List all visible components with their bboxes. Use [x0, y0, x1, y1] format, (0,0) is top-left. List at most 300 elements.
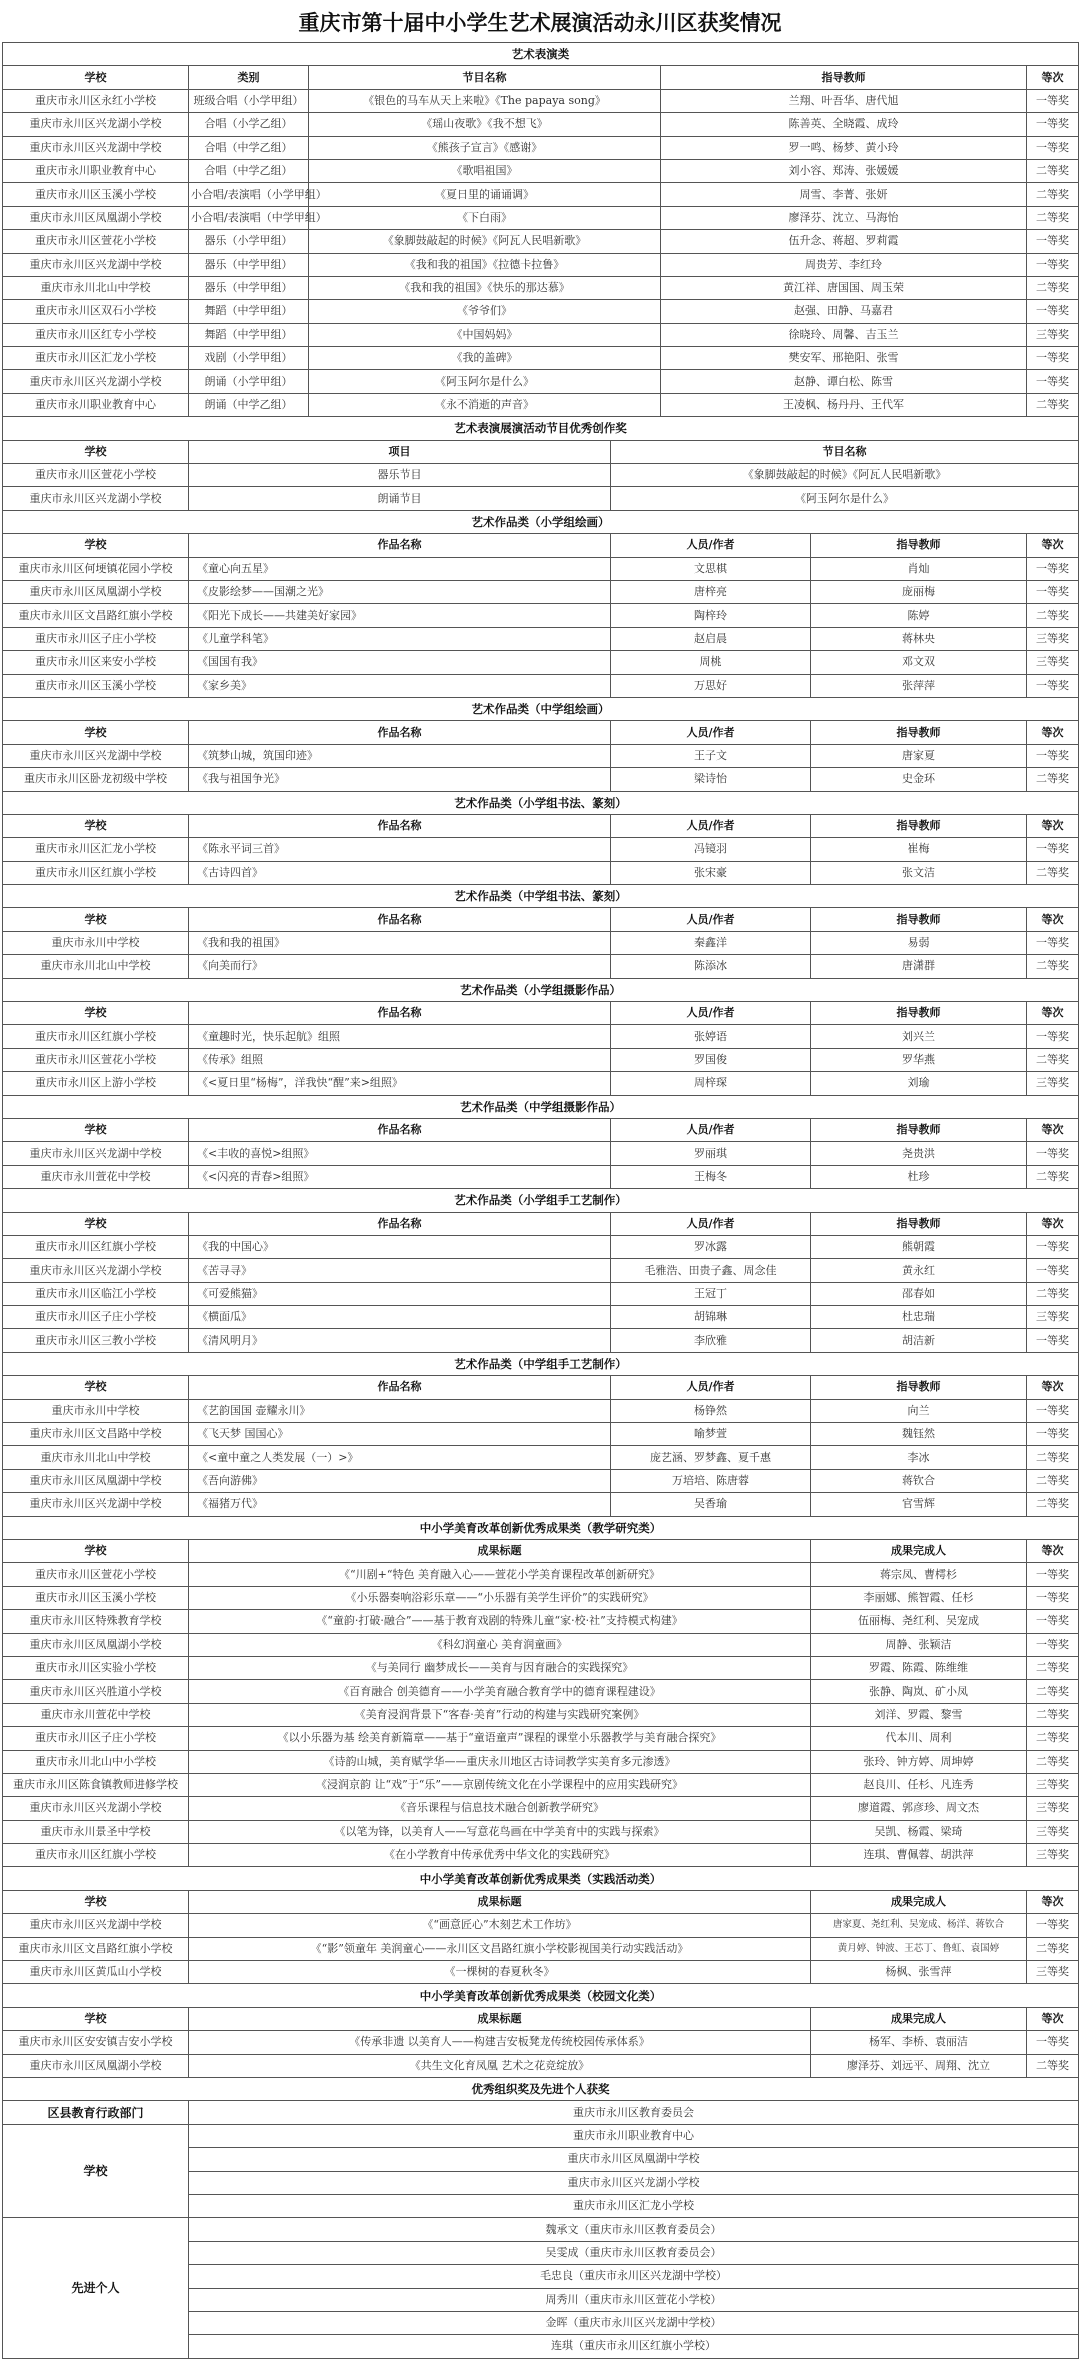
table-row — [3, 1633, 1079, 1656]
teacher-cell: 陈善英、全晓霞、成玲 — [661, 113, 1027, 136]
program-cell: 《歌唱祖国》 — [309, 159, 661, 182]
school-cell: 重庆市永川萱花中学校 — [3, 1703, 189, 1726]
column-header: 学校 — [3, 721, 189, 744]
teacher-cell: 向兰 — [811, 1399, 1027, 1422]
school-cell: 重庆市永川区萱花小学校 — [3, 230, 189, 253]
school-cell: 重庆市永川区何埂镇花园小学校 — [3, 557, 189, 580]
author-cell: 文思棋 — [611, 557, 811, 580]
category-cell: 合唱（中学乙组） — [189, 159, 309, 182]
rank-cell: 一等奖 — [1027, 1610, 1079, 1633]
work-cell: 《可爱熊猫》 — [189, 1282, 611, 1305]
teacher-cell: 周贵芳、李红玲 — [661, 253, 1027, 276]
program-cell: 《瑶山夜歌》《我不想飞》 — [309, 113, 661, 136]
table-row — [3, 1446, 1079, 1469]
work-cell: 《童心向五星》 — [189, 557, 611, 580]
table-row — [3, 1703, 1079, 1726]
program-cell: 《阿玉阿尔是什么》 — [611, 487, 1079, 510]
column-header: 人员/作者 — [611, 1376, 811, 1399]
author-cell: 王冠丁 — [611, 1282, 811, 1305]
table-row — [3, 557, 1079, 580]
school-cell: 重庆市永川北山中学校 — [3, 1446, 189, 1469]
result-title-cell: 《在小学教育中传承优秀中华文化的实践研究》 — [189, 1844, 811, 1867]
school-cell: 重庆市永川区红旗小学校 — [3, 861, 189, 884]
result-title-cell: 《音乐课程与信息技术融合创新教学研究》 — [189, 1797, 811, 1820]
table-row — [3, 206, 1079, 229]
column-header-row — [3, 1118, 1079, 1141]
table-row — [3, 1469, 1079, 1492]
table-row — [3, 1423, 1079, 1446]
author-cell: 秦鑫洋 — [611, 931, 811, 954]
column-header: 等次 — [1027, 1890, 1079, 1913]
result-title-cell: 《传承非遗 以美育人——构建吉安板凳龙传统校园传承体系》 — [189, 2031, 811, 2054]
rank-cell: 一等奖 — [1027, 230, 1079, 253]
program-cell: 《爷爷们》 — [309, 300, 661, 323]
column-header-row — [3, 66, 1079, 89]
table-row — [3, 1680, 1079, 1703]
work-cell: 《<童中童之人类发展（一）>》 — [189, 1446, 611, 1469]
column-header: 等次 — [1027, 2007, 1079, 2030]
school-cell: 重庆市永川区兴龙湖小学校 — [3, 370, 189, 393]
teacher-cell: 伍升念、蒋超、罗莉霞 — [661, 230, 1027, 253]
program-cell: 《中国妈妈》 — [309, 323, 661, 346]
rank-cell: 一等奖 — [1027, 1142, 1079, 1165]
work-cell: 《飞天梦 国国心》 — [189, 1423, 611, 1446]
rank-cell: 二等奖 — [1027, 1656, 1079, 1679]
individual-award-row — [3, 2218, 1079, 2241]
section-header — [3, 2077, 1079, 2100]
school-award-cell: 重庆市永川区汇龙小学校 — [189, 2194, 1079, 2217]
column-header: 作品名称 — [189, 534, 611, 557]
school-cell: 重庆市永川区三教小学校 — [3, 1329, 189, 1352]
rank-cell: 三等奖 — [1027, 1306, 1079, 1329]
work-cell: 《国国有我》 — [189, 651, 611, 674]
school-cell: 重庆市永川区文昌路中学校 — [3, 1423, 189, 1446]
author-cell: 张静、陶岚、矿小凤 — [811, 1680, 1027, 1703]
school-award-cell: 重庆市永川职业教育中心 — [189, 2124, 1079, 2147]
column-header: 学校 — [3, 534, 189, 557]
teacher-cell: 胡洁新 — [811, 1329, 1027, 1352]
rank-cell: 三等奖 — [1027, 1961, 1079, 1984]
table-row — [3, 159, 1079, 182]
school-cell: 重庆市永川职业教育中心 — [3, 393, 189, 416]
school-cell: 重庆市永川区汇龙小学校 — [3, 838, 189, 861]
result-title-cell: 《“画意匠心”木刻艺术工作坊》 — [189, 1914, 811, 1937]
column-header: 等次 — [1027, 1002, 1079, 1025]
author-cell: 黄月婷、钟波、王芯丁、鲁虹、袁国婷 — [811, 1937, 1027, 1960]
author-cell: 陶梓玲 — [611, 604, 811, 627]
table-row — [3, 651, 1079, 674]
author-cell: 梁诗怡 — [611, 768, 811, 791]
rank-cell: 二等奖 — [1027, 1703, 1079, 1726]
school-cell: 重庆市永川区子庄小学校 — [3, 1727, 189, 1750]
rank-cell: 一等奖 — [1027, 89, 1079, 112]
school-cell: 重庆市永川区文昌路红旗小学校 — [3, 1937, 189, 1960]
rank-cell: 一等奖 — [1027, 744, 1079, 767]
school-cell: 重庆市永川北山中小学校 — [3, 1750, 189, 1773]
column-header: 等次 — [1027, 814, 1079, 837]
teacher-cell: 黄永红 — [811, 1259, 1027, 1282]
category-cell: 器乐（中学甲组） — [189, 276, 309, 299]
column-header: 人员/作者 — [611, 908, 811, 931]
work-cell: 《艺韵国国 壶耀永川》 — [189, 1399, 611, 1422]
column-header: 节目名称 — [309, 66, 661, 89]
category-cell: 器乐（小学甲组） — [189, 230, 309, 253]
work-cell: 《家乡美》 — [189, 674, 611, 697]
school-cell: 重庆市永川区来安小学校 — [3, 651, 189, 674]
result-title-cell: 《美育浸润背景下“客春·美育”行动的构建与实践研究案例》 — [189, 1703, 811, 1726]
school-cell: 重庆市永川区玉溪小学校 — [3, 183, 189, 206]
section-title: 中小学美育改革创新优秀成果类（教学研究类） — [3, 1516, 1079, 1539]
column-header: 指导教师 — [811, 1212, 1027, 1235]
author-cell: 庞艺涵、罗梦鑫、夏千惠 — [611, 1446, 811, 1469]
school-cell: 重庆市永川中学校 — [3, 1399, 189, 1422]
table-row — [3, 347, 1079, 370]
column-header: 人员/作者 — [611, 534, 811, 557]
rank-cell: 一等奖 — [1027, 1914, 1079, 1937]
table-row — [3, 838, 1079, 861]
school-cell: 重庆市永川区临江小学校 — [3, 1282, 189, 1305]
rank-cell: 一等奖 — [1027, 300, 1079, 323]
column-header: 作品名称 — [189, 814, 611, 837]
rank-cell: 三等奖 — [1027, 651, 1079, 674]
table-row — [3, 2054, 1079, 2077]
work-cell: 《向美而行》 — [189, 955, 611, 978]
table-row — [3, 768, 1079, 791]
section-title: 艺术作品类（小学组手工艺制作） — [3, 1189, 1079, 1212]
section-title: 中小学美育改革创新优秀成果类（实践活动类） — [3, 1867, 1079, 1890]
author-cell: 廖泽芬、刘远平、周翔、沈立 — [811, 2054, 1027, 2077]
program-cell: 《永不消逝的声音》 — [309, 393, 661, 416]
teacher-cell: 廖泽芬、沈立、马海怡 — [661, 206, 1027, 229]
column-header-row — [3, 534, 1079, 557]
table-row — [3, 89, 1079, 112]
school-cell: 重庆市永川区萱花小学校 — [3, 464, 189, 487]
teacher-cell: 陈婷 — [811, 604, 1027, 627]
school-cell: 重庆市永川区陈食镇教师进修学校 — [3, 1773, 189, 1796]
table-row — [3, 393, 1079, 416]
school-cell: 重庆市永川区实验小学校 — [3, 1656, 189, 1679]
table-row — [3, 136, 1079, 159]
table-row — [3, 1563, 1079, 1586]
program-cell: 《象脚鼓敲起的时候》《阿瓦人民唱新歌》 — [611, 464, 1079, 487]
work-cell: 《儿童学科笔》 — [189, 627, 611, 650]
project-cell: 朗诵节目 — [189, 487, 611, 510]
school-cell: 重庆市永川区凤凰湖中学校 — [3, 1469, 189, 1492]
rank-cell: 二等奖 — [1027, 206, 1079, 229]
column-header: 等次 — [1027, 1540, 1079, 1563]
section-header — [3, 791, 1079, 814]
column-header-row — [3, 908, 1079, 931]
table-row — [3, 1306, 1079, 1329]
teacher-cell: 邵春如 — [811, 1282, 1027, 1305]
rank-cell: 一等奖 — [1027, 347, 1079, 370]
teacher-cell: 刘兴兰 — [811, 1025, 1027, 1048]
teacher-cell: 周雪、李菁、张妍 — [661, 183, 1027, 206]
rank-cell: 一等奖 — [1027, 113, 1079, 136]
school-cell: 重庆市永川北山中学校 — [3, 276, 189, 299]
work-cell: 《皮影绘梦——国潮之光》 — [189, 580, 611, 603]
rank-cell: 一等奖 — [1027, 674, 1079, 697]
category-cell: 器乐（中学甲组） — [189, 253, 309, 276]
table-row — [3, 1773, 1079, 1796]
program-cell: 《熊孩子宣言》《感谢》 — [309, 136, 661, 159]
school-cell: 重庆市永川区兴龙湖中学校 — [3, 1493, 189, 1516]
author-cell: 周桃 — [611, 651, 811, 674]
result-title-cell: 《“川剧+“特色 美育融入心——萱花小学美育课程改革创新研究》 — [189, 1563, 811, 1586]
work-cell: 《我的中国心》 — [189, 1235, 611, 1258]
school-cell: 重庆市永川区兴龙湖小学校 — [3, 1797, 189, 1820]
table-row — [3, 2031, 1079, 2054]
result-title-cell: 《以小乐器为基 绘美育新篇章——基于“童语童声”课程的课堂小乐器教学与美育融合探究》 — [189, 1727, 811, 1750]
column-header: 等次 — [1027, 1212, 1079, 1235]
teacher-cell: 尧贵洪 — [811, 1142, 1027, 1165]
column-header-row — [3, 2007, 1079, 2030]
category-cell: 小合唱/表演唱（中学甲组） — [189, 206, 309, 229]
section-title: 艺术作品类（小学组摄影作品） — [3, 978, 1079, 1001]
section-header — [3, 978, 1079, 1001]
individual-award-cell: 毛忠良（重庆市永川区兴龙湖中学校） — [189, 2265, 1079, 2288]
column-header: 学校 — [3, 1002, 189, 1025]
column-header: 学校 — [3, 66, 189, 89]
section-title: 艺术作品类（中学组摄影作品） — [3, 1095, 1079, 1118]
rank-cell: 三等奖 — [1027, 1820, 1079, 1843]
table-row — [3, 861, 1079, 884]
school-cell: 重庆市永川区文昌路红旗小学校 — [3, 604, 189, 627]
teacher-cell: 赵静、谭白松、陈雪 — [661, 370, 1027, 393]
column-header: 成果标题 — [189, 2007, 811, 2030]
table-row — [3, 1025, 1079, 1048]
author-cell: 王梅冬 — [611, 1165, 811, 1188]
program-cell: 《下白雨》 — [309, 206, 661, 229]
result-title-cell: 《小乐器奏响浴彩乐章——“小乐器有美学生评价”的实践研究》 — [189, 1586, 811, 1609]
teacher-cell: 邓文双 — [811, 651, 1027, 674]
section-title: 艺术表演类 — [3, 43, 1079, 66]
section-title: 艺术作品类（中学组书法、篆刻） — [3, 885, 1079, 908]
table-row — [3, 1656, 1079, 1679]
individual-award-cell: 魏承文（重庆市永川区教育委员会） — [189, 2218, 1079, 2241]
author-cell: 赵启晨 — [611, 627, 811, 650]
result-title-cell: 《共生文化育凤凰 艺术之花竞绽放》 — [189, 2054, 811, 2077]
column-header: 等次 — [1027, 534, 1079, 557]
category-cell: 戏剧（小学甲组） — [189, 347, 309, 370]
teacher-cell: 刘小容、郑涛、张媛媛 — [661, 159, 1027, 182]
work-cell: 《传承》组照 — [189, 1048, 611, 1071]
teacher-cell: 肖灿 — [811, 557, 1027, 580]
work-cell: 《童趣时光，快乐起航》组照 — [189, 1025, 611, 1048]
teacher-cell: 张文洁 — [811, 861, 1027, 884]
school-cell: 重庆市永川区红旗小学校 — [3, 1025, 189, 1048]
author-cell: 周静、张颖洁 — [811, 1633, 1027, 1656]
column-header: 成果标题 — [189, 1540, 811, 1563]
table-row — [3, 1142, 1079, 1165]
section-header — [3, 510, 1079, 533]
rank-cell: 一等奖 — [1027, 1259, 1079, 1282]
category-cell: 舞蹈（中学甲组） — [189, 300, 309, 323]
result-title-cell: 《浸润京韵 让“戏”于“乐”——京剧传统文化在小学课程中的应用实践研究》 — [189, 1773, 811, 1796]
work-cell: 《阳光下成长——共建美好家园》 — [189, 604, 611, 627]
teacher-cell: 史金环 — [811, 768, 1027, 791]
section-header — [3, 697, 1079, 720]
column-header: 学校 — [3, 908, 189, 931]
column-header: 等次 — [1027, 721, 1079, 744]
column-header: 人员/作者 — [611, 1212, 811, 1235]
school-cell: 重庆市永川区兴龙湖中学校 — [3, 744, 189, 767]
author-cell: 李欣雅 — [611, 1329, 811, 1352]
table-row — [3, 1961, 1079, 1984]
table-row — [3, 1586, 1079, 1609]
author-cell: 杨枫、张雪萍 — [811, 1961, 1027, 1984]
school-cell: 重庆市永川区特殊教育学校 — [3, 1610, 189, 1633]
school-cell: 重庆市永川区兴龙湖中学校 — [3, 1914, 189, 1937]
program-cell: 《阿玉阿尔是什么》 — [309, 370, 661, 393]
table-row — [3, 370, 1079, 393]
rank-cell: 二等奖 — [1027, 1493, 1079, 1516]
column-header: 指导教师 — [811, 1002, 1027, 1025]
column-header: 指导教师 — [811, 721, 1027, 744]
rank-cell: 二等奖 — [1027, 1469, 1079, 1492]
school-cell: 重庆市永川北山中学校 — [3, 955, 189, 978]
column-header: 类别 — [189, 66, 309, 89]
school-cell: 重庆市永川区凤凰湖小学校 — [3, 206, 189, 229]
school-cell: 重庆市永川区凤凰湖小学校 — [3, 1633, 189, 1656]
award-table — [2, 42, 1079, 2359]
program-cell: 《我的盖碑》 — [309, 347, 661, 370]
school-award-cell: 重庆市永川区兴龙湖小学校 — [189, 2171, 1079, 2194]
author-cell: 蒋宗凤、曹樗杉 — [811, 1563, 1027, 1586]
work-cell: 《古诗四首》 — [189, 861, 611, 884]
table-row — [3, 1820, 1079, 1843]
individual-label: 先进个人 — [3, 2218, 189, 2358]
column-header-row — [3, 814, 1079, 837]
table-row — [3, 113, 1079, 136]
school-cell: 重庆市永川职业教育中心 — [3, 159, 189, 182]
work-cell: 《<丰收的喜悦>组照》 — [189, 1142, 611, 1165]
individual-award-cell: 金晖（重庆市永川区兴龙湖中学校） — [189, 2311, 1079, 2334]
rank-cell: 二等奖 — [1027, 1750, 1079, 1773]
author-cell: 张宋豪 — [611, 861, 811, 884]
column-header: 学校 — [3, 1376, 189, 1399]
table-row — [3, 1165, 1079, 1188]
teacher-cell: 杜珍 — [811, 1165, 1027, 1188]
author-cell: 冯镜羽 — [611, 838, 811, 861]
school-cell: 重庆市永川区凤凰湖小学校 — [3, 580, 189, 603]
author-cell: 罗冰露 — [611, 1235, 811, 1258]
category-cell: 合唱（小学乙组） — [189, 113, 309, 136]
school-label: 学校 — [3, 2124, 189, 2218]
table-row — [3, 300, 1079, 323]
section-header — [3, 1095, 1079, 1118]
program-cell: 《银色的马车从天上来啦》《The papaya song》 — [309, 89, 661, 112]
table-row — [3, 955, 1079, 978]
column-header: 学校 — [3, 2007, 189, 2030]
rank-cell: 一等奖 — [1027, 931, 1079, 954]
column-header-row — [3, 1376, 1079, 1399]
school-award-cell: 重庆市永川区凤凰湖中学校 — [189, 2148, 1079, 2171]
category-cell: 合唱（中学乙组） — [189, 136, 309, 159]
column-header: 指导教师 — [811, 814, 1027, 837]
program-cell: 《我和我的祖国》《快乐的那达慕》 — [309, 276, 661, 299]
teacher-cell: 罗一鸣、杨梦、黄小玲 — [661, 136, 1027, 159]
table-row — [3, 253, 1079, 276]
work-cell: 《我和我的祖国》 — [189, 931, 611, 954]
teacher-cell: 徐晓玲、周馨、吉玉兰 — [661, 323, 1027, 346]
column-header-row — [3, 1212, 1079, 1235]
school-cell: 重庆市永川区玉溪小学校 — [3, 1586, 189, 1609]
table-row — [3, 487, 1079, 510]
rank-cell: 二等奖 — [1027, 2054, 1079, 2077]
rank-cell: 三等奖 — [1027, 323, 1079, 346]
teacher-cell: 蒋钦合 — [811, 1469, 1027, 1492]
section-header — [3, 43, 1079, 66]
rank-cell: 一等奖 — [1027, 1633, 1079, 1656]
school-cell: 重庆市永川区玉溪小学校 — [3, 674, 189, 697]
org-value: 重庆市永川区教育委员会 — [189, 2101, 1079, 2124]
table-row — [3, 1259, 1079, 1282]
section-title: 艺术表演展演活动节目优秀创作奖 — [3, 417, 1079, 440]
school-cell: 重庆市永川区永红小学校 — [3, 89, 189, 112]
column-header-row — [3, 1002, 1079, 1025]
column-header: 作品名称 — [189, 908, 611, 931]
author-cell: 万思好 — [611, 674, 811, 697]
rank-cell: 一等奖 — [1027, 1329, 1079, 1352]
program-cell: 《我和我的祖国》《拉德卡拉鲁》 — [309, 253, 661, 276]
org-award-row — [3, 2101, 1079, 2124]
rank-cell: 二等奖 — [1027, 276, 1079, 299]
category-cell: 舞蹈（中学甲组） — [189, 323, 309, 346]
work-cell: 《我与祖国争光》 — [189, 768, 611, 791]
rank-cell: 一等奖 — [1027, 1586, 1079, 1609]
school-cell: 重庆市永川区汇龙小学校 — [3, 347, 189, 370]
column-header: 节目名称 — [611, 440, 1079, 463]
teacher-cell: 唐家夏 — [811, 744, 1027, 767]
rank-cell: 一等奖 — [1027, 1025, 1079, 1048]
rank-cell: 三等奖 — [1027, 1797, 1079, 1820]
school-cell: 重庆市永川区卧龙初级中学校 — [3, 768, 189, 791]
rank-cell: 二等奖 — [1027, 1048, 1079, 1071]
teacher-cell: 官雪辉 — [811, 1493, 1027, 1516]
table-row — [3, 1493, 1079, 1516]
section-header — [3, 1352, 1079, 1375]
school-cell: 重庆市永川区兴龙湖中学校 — [3, 136, 189, 159]
school-cell: 重庆市永川区安安镇吉安小学校 — [3, 2031, 189, 2054]
column-header: 等次 — [1027, 1376, 1079, 1399]
column-header-row — [3, 721, 1079, 744]
column-header: 指导教师 — [811, 908, 1027, 931]
teacher-cell: 易弱 — [811, 931, 1027, 954]
rank-cell: 二等奖 — [1027, 1282, 1079, 1305]
column-header: 成果完成人 — [811, 2007, 1027, 2030]
author-cell: 代本川、周利 — [811, 1727, 1027, 1750]
page-title: 重庆市第十届中小学生艺术展演活动永川区获奖情况 — [298, 10, 782, 35]
school-award-row — [3, 2124, 1079, 2147]
rank-cell: 二等奖 — [1027, 768, 1079, 791]
table-row — [3, 230, 1079, 253]
table-row — [3, 1844, 1079, 1867]
school-cell: 重庆市永川区上游小学校 — [3, 1072, 189, 1095]
table-row — [3, 1914, 1079, 1937]
category-cell: 朗诵（小学甲组） — [189, 370, 309, 393]
rank-cell: 一等奖 — [1027, 1235, 1079, 1258]
column-header: 作品名称 — [189, 1376, 611, 1399]
column-header-row — [3, 440, 1079, 463]
table-row — [3, 1727, 1079, 1750]
result-title-cell: 《“童韵·打破·融合”——基于教育戏剧的特殊儿童“家·校·社”支持模式构建》 — [189, 1610, 811, 1633]
school-cell: 重庆市永川区兴龙湖小学校 — [3, 113, 189, 136]
section-title: 优秀组织奖及先进个人获奖 — [3, 2077, 1079, 2100]
rank-cell: 二等奖 — [1027, 604, 1079, 627]
column-header: 成果标题 — [189, 1890, 811, 1913]
rank-cell: 一等奖 — [1027, 1423, 1079, 1446]
